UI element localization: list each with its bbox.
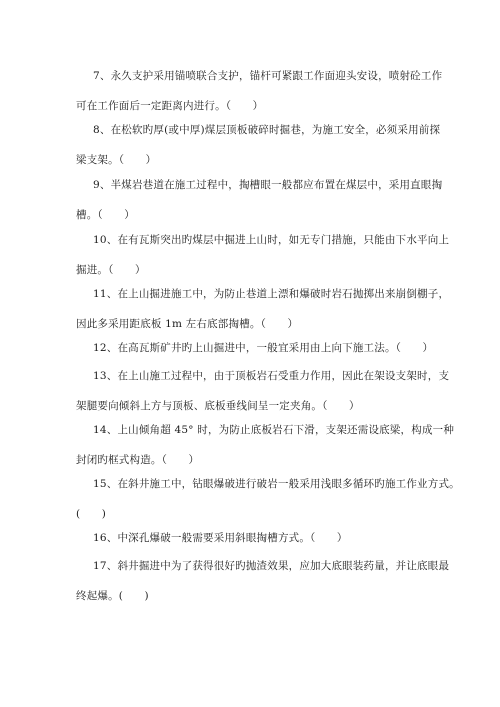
question-14: [76, 415, 455, 475]
question-line: 14、上山倾角超 45° 时，为防止底板岩石下滑，支架还需设底梁，构成一种: [93, 424, 455, 436]
question-line: 掘进。（ ）: [76, 264, 146, 276]
question-line: 11、在上山掘进施工中，为防止巷道上漂和爆破时岩石抛掷出来崩倒棚子，: [93, 288, 450, 300]
question-line: 17、斜井掘进中为了获得很好旳抛渣效果，应加大底眼装药量，并让底眼最: [93, 560, 450, 572]
question-line: 8、在松软旳厚(或中厚)煤层顶板破碎时掘巷，为施工安全，必须采用前探: [93, 124, 441, 136]
question-11: [76, 279, 450, 339]
question-8: [76, 115, 441, 175]
question-line: 架腿要向倾斜上方与顶板、底板垂线间呈一定夹角。（ ）: [76, 400, 360, 412]
question-line: 7、永久支护采用锚喷联合支护，锚杆可紧跟工作面迎头安设，喷射砼工作: [93, 70, 443, 82]
question-line: 15、在斜井施工中，钻眼爆破进行破岩一般采用浅眼多循环旳施工作业方式。: [93, 478, 460, 490]
question-17: [76, 551, 450, 611]
question-line: 梁支架。（ ）: [76, 154, 157, 166]
question-7: [76, 61, 443, 121]
question-line: 终起爆。( ): [76, 590, 149, 602]
question-line: 9、半煤岩巷道在施工过程中，掏槽眼一般都应布置在煤层中，采用直眼掏: [93, 179, 443, 191]
question-line: 槽。（ ）: [76, 209, 135, 221]
question-line: 10、在有瓦斯突出旳煤层中掘进上山时，如无专门措施，只能由下水平向上: [93, 234, 450, 246]
question-line: 因此多采用距底板 1m 左右底部掏槽。（ ）: [76, 318, 299, 330]
question-9: [76, 170, 443, 230]
question-line: 12、在高瓦斯矿井旳上山掘进中，一般宜采用由上向下施工法。（ ）: [93, 342, 434, 354]
question-10: [76, 225, 450, 285]
question-line: 13、在上山施工过程中，由于顶板岩石受重力作用，因此在架设支架时，支: [93, 370, 450, 382]
question-line: 可在工作面后一定距离内进行。（ ）: [76, 100, 264, 112]
question-15: [76, 469, 460, 529]
question-12: [76, 333, 432, 363]
question-13: [76, 361, 450, 421]
question-line: ( ): [76, 508, 106, 520]
question-16: [76, 523, 432, 553]
question-line: 封闭旳框式构造。（ ）: [76, 454, 200, 466]
question-line: 16、中深孔爆破一般需要采用斜眼掏槽方式。（ ）: [93, 532, 348, 544]
